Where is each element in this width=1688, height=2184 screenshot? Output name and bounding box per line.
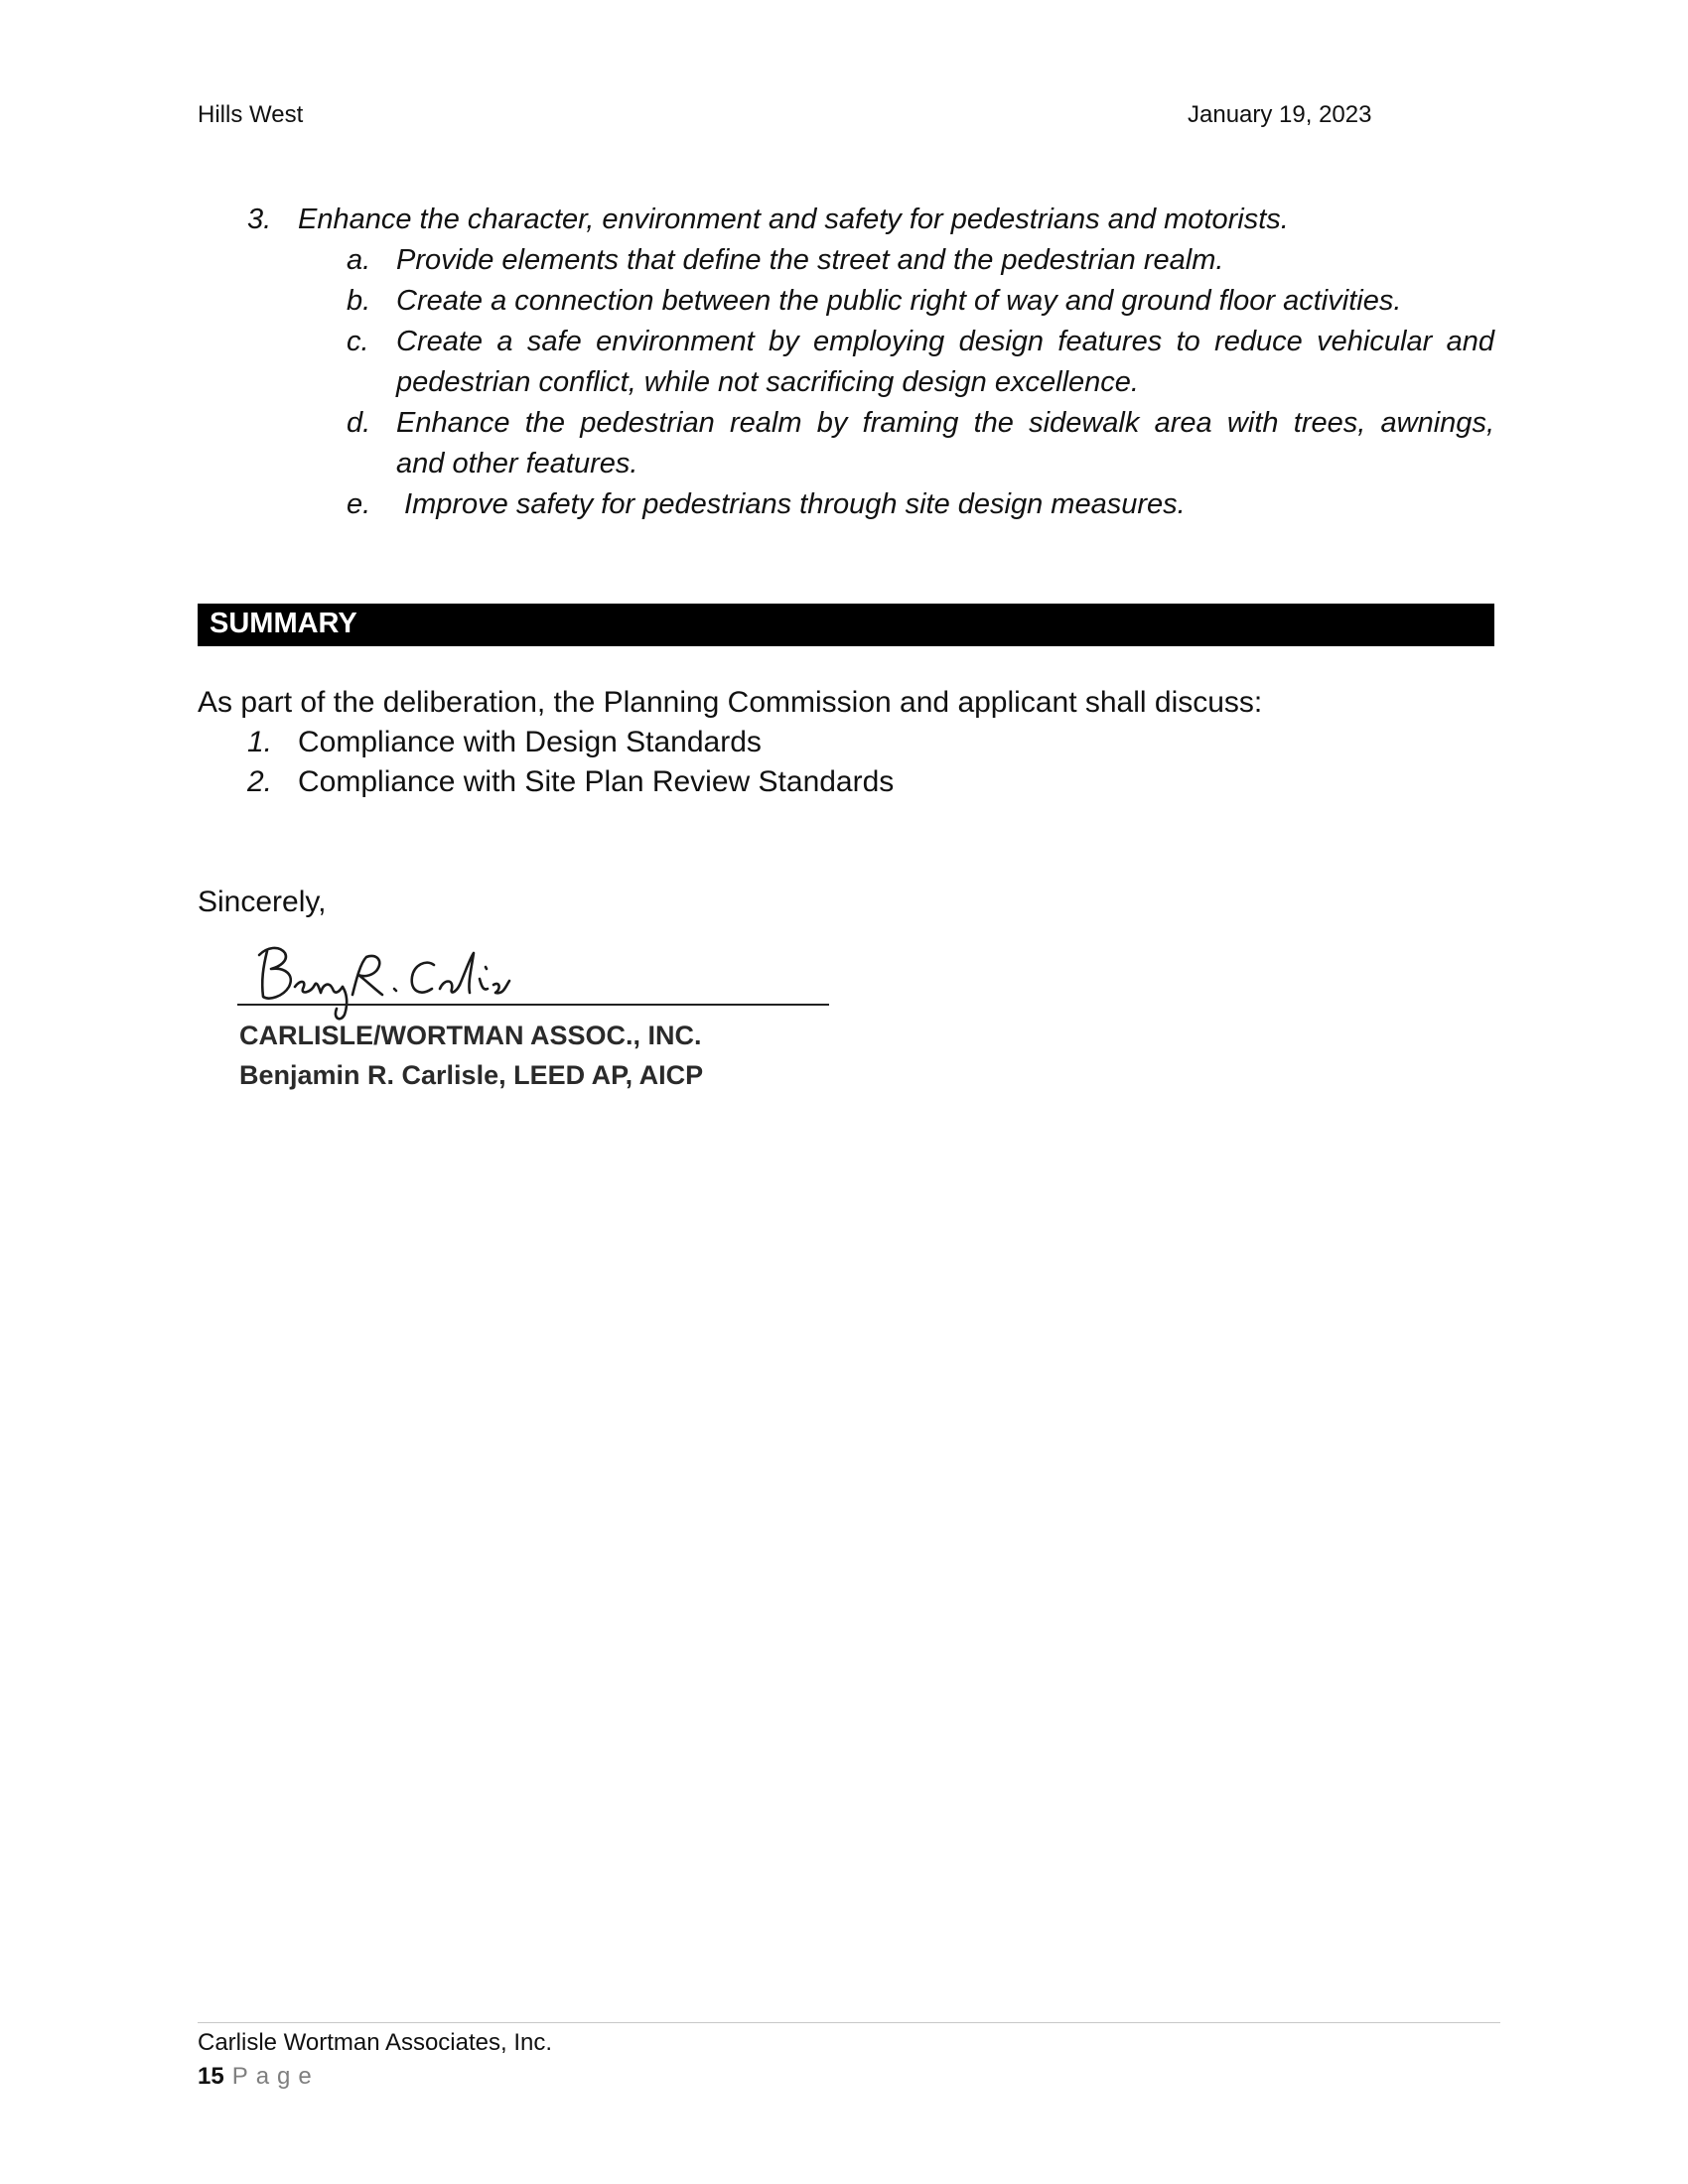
goal-number: 3.: [247, 204, 272, 235]
list-marker: d.: [347, 407, 371, 439]
list-item-text: Compliance with Site Plan Review Standards: [298, 765, 895, 798]
list-item-text: Compliance with Design Standards: [298, 726, 762, 758]
header-date: January 19, 2023: [1188, 101, 1372, 128]
list-item-text: Create a connection between the public right of way and ground floor activities.: [396, 285, 1402, 317]
summary-heading-bar: [198, 604, 1494, 646]
footer-divider: [198, 2022, 1500, 2023]
list-marker: 2.: [247, 765, 273, 798]
page-number: 15: [198, 2063, 224, 2090]
signature-name: Benjamin R. Carlisle, LEED AP, AICP: [239, 1060, 704, 1090]
footer-company: Carlisle Wortman Associates, Inc.: [198, 2029, 553, 2056]
summary-heading: SUMMARY: [210, 608, 357, 639]
goal-text: Enhance the character, environment and safety for pedestrians and motorists.: [298, 204, 1289, 235]
list-marker: b.: [347, 285, 371, 317]
list-marker: c.: [347, 326, 369, 357]
list-item-text: Create a safe environment by employing design features to reduce vehicular and: [396, 326, 1494, 357]
list-marker: 1.: [247, 726, 273, 758]
list-item-text: Enhance the pedestrian realm by framing the sidewalk area with trees, awnings,: [396, 407, 1494, 439]
page-label: Page: [231, 2063, 320, 2090]
goal-section: [0, 0, 1688, 556]
footer-page: [198, 2063, 320, 2091]
header-title: Hills West: [198, 101, 304, 128]
list-marker: a.: [347, 244, 371, 276]
list-item-text: and other features.: [396, 448, 638, 479]
list-marker: e.: [347, 488, 371, 520]
summary-list: [0, 726, 1688, 805]
signature-line: [237, 1004, 829, 1006]
list-item-text: pedestrian conflict, while not sacrificing design excellence.: [396, 366, 1139, 398]
list-item-text: Provide elements that define the street and the pedestrian realm.: [396, 244, 1224, 276]
summary-intro: As part of the deliberation, the Planning Commission and applicant shall discuss:: [198, 686, 1263, 719]
signature-organization: CARLISLE/WORTMAN ASSOC., INC.: [239, 1021, 702, 1050]
list-item-text: Improve safety for pedestrians through site design measures.: [396, 488, 1186, 520]
handwritten-signature: [245, 931, 742, 1021]
closing-salutation: Sincerely,: [198, 886, 327, 918]
signature-block: [198, 931, 890, 1135]
